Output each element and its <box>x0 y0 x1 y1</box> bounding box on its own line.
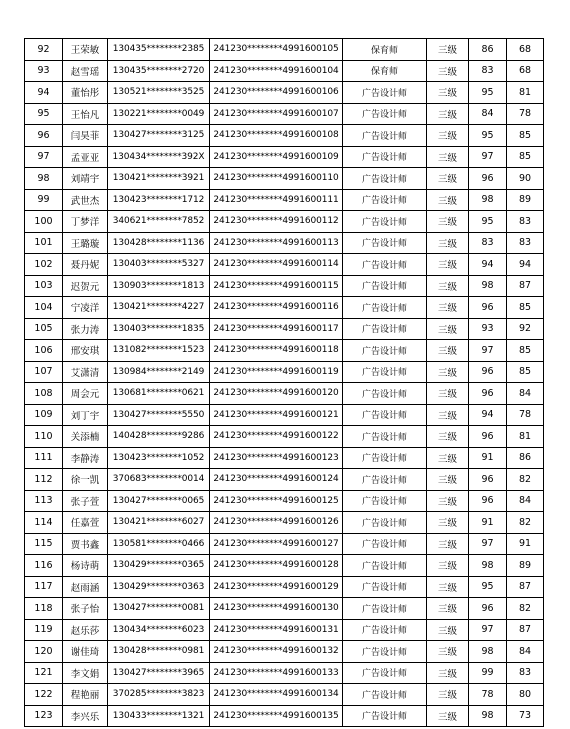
theory-score-cell: 91 <box>469 512 507 534</box>
theory-score-cell: 86 <box>469 39 507 61</box>
name-cell: 周会元 <box>63 383 108 405</box>
theory-score-cell: 98 <box>469 641 507 663</box>
id-number-cell: 130421********4227 <box>108 297 210 319</box>
row-number-cell: 121 <box>25 662 63 684</box>
level-cell: 三级 <box>427 555 469 577</box>
row-number-cell: 98 <box>25 168 63 190</box>
practical-score-cell: 81 <box>507 426 544 448</box>
name-cell: 杨诗萌 <box>63 555 108 577</box>
table-row <box>25 211 544 233</box>
occupation-cell: 广告设计师 <box>343 297 427 319</box>
practical-score-cell: 78 <box>507 103 544 125</box>
name-cell: 谢佳琦 <box>63 641 108 663</box>
id-number-cell: 130428********0981 <box>108 641 210 663</box>
certificate-number-cell: 241230********4991600108 <box>210 125 343 147</box>
name-cell: 艾潇清 <box>63 361 108 383</box>
theory-score-cell: 83 <box>469 232 507 254</box>
level-cell: 三级 <box>427 340 469 362</box>
level-cell: 三级 <box>427 189 469 211</box>
certificate-number-cell: 241230********4991600135 <box>210 705 343 727</box>
level-cell: 三级 <box>427 662 469 684</box>
table-row <box>25 598 544 620</box>
table-row <box>25 555 544 577</box>
table-row <box>25 103 544 125</box>
theory-score-cell: 97 <box>469 619 507 641</box>
level-cell: 三级 <box>427 490 469 512</box>
level-cell: 三级 <box>427 60 469 82</box>
occupation-cell: 保育师 <box>343 60 427 82</box>
theory-score-cell: 98 <box>469 275 507 297</box>
id-number-cell: 130435********2720 <box>108 60 210 82</box>
row-number-cell: 122 <box>25 684 63 706</box>
id-number-cell: 130984********2149 <box>108 361 210 383</box>
occupation-cell: 广告设计师 <box>343 598 427 620</box>
occupation-cell: 广告设计师 <box>343 254 427 276</box>
level-cell: 三级 <box>427 232 469 254</box>
row-number-cell: 94 <box>25 82 63 104</box>
occupation-cell: 广告设计师 <box>343 404 427 426</box>
id-number-cell: 131082********1523 <box>108 340 210 362</box>
id-number-cell: 130427********3125 <box>108 125 210 147</box>
certificate-number-cell: 241230********4991600114 <box>210 254 343 276</box>
theory-score-cell: 96 <box>469 168 507 190</box>
table-row <box>25 576 544 598</box>
row-number-cell: 123 <box>25 705 63 727</box>
occupation-cell: 广告设计师 <box>343 232 427 254</box>
table-row <box>25 82 544 104</box>
practical-score-cell: 85 <box>507 146 544 168</box>
level-cell: 三级 <box>427 275 469 297</box>
level-cell: 三级 <box>427 619 469 641</box>
occupation-cell: 广告设计师 <box>343 576 427 598</box>
practical-score-cell: 73 <box>507 705 544 727</box>
table-row <box>25 189 544 211</box>
level-cell: 三级 <box>427 426 469 448</box>
certificate-number-cell: 241230********4991600117 <box>210 318 343 340</box>
row-number-cell: 114 <box>25 512 63 534</box>
practical-score-cell: 81 <box>507 82 544 104</box>
row-number-cell: 97 <box>25 146 63 168</box>
theory-score-cell: 94 <box>469 254 507 276</box>
level-cell: 三级 <box>427 103 469 125</box>
table-row <box>25 619 544 641</box>
occupation-cell: 广告设计师 <box>343 490 427 512</box>
certificate-number-cell: 241230********4991600115 <box>210 275 343 297</box>
level-cell: 三级 <box>427 684 469 706</box>
level-cell: 三级 <box>427 512 469 534</box>
theory-score-cell: 96 <box>469 297 507 319</box>
occupation-cell: 广告设计师 <box>343 447 427 469</box>
level-cell: 三级 <box>427 39 469 61</box>
id-number-cell: 130429********0363 <box>108 576 210 598</box>
id-number-cell: 130427********0065 <box>108 490 210 512</box>
occupation-cell: 广告设计师 <box>343 82 427 104</box>
id-number-cell: 130427********0081 <box>108 598 210 620</box>
table-row <box>25 39 544 61</box>
practical-score-cell: 90 <box>507 168 544 190</box>
name-cell: 迟贺元 <box>63 275 108 297</box>
row-number-cell: 100 <box>25 211 63 233</box>
occupation-cell: 广告设计师 <box>343 469 427 491</box>
level-cell: 三级 <box>427 254 469 276</box>
certificate-number-cell: 241230********4991600131 <box>210 619 343 641</box>
name-cell: 任嘉萱 <box>63 512 108 534</box>
occupation-cell: 广告设计师 <box>343 146 427 168</box>
practical-score-cell: 94 <box>507 254 544 276</box>
level-cell: 三级 <box>427 598 469 620</box>
table-row <box>25 705 544 727</box>
id-number-cell: 340621********7852 <box>108 211 210 233</box>
id-number-cell: 130221********0049 <box>108 103 210 125</box>
certificate-number-cell: 241230********4991600127 <box>210 533 343 555</box>
id-number-cell: 130423********1052 <box>108 447 210 469</box>
level-cell: 三级 <box>427 211 469 233</box>
occupation-cell: 广告设计师 <box>343 662 427 684</box>
practical-score-cell: 87 <box>507 619 544 641</box>
level-cell: 三级 <box>427 404 469 426</box>
practical-score-cell: 82 <box>507 512 544 534</box>
theory-score-cell: 96 <box>469 383 507 405</box>
level-cell: 三级 <box>427 533 469 555</box>
practical-score-cell: 78 <box>507 404 544 426</box>
theory-score-cell: 98 <box>469 705 507 727</box>
occupation-cell: 广告设计师 <box>343 684 427 706</box>
id-number-cell: 130427********5550 <box>108 404 210 426</box>
id-number-cell: 130434********6023 <box>108 619 210 641</box>
theory-score-cell: 84 <box>469 103 507 125</box>
level-cell: 三级 <box>427 641 469 663</box>
row-number-cell: 109 <box>25 404 63 426</box>
occupation-cell: 广告设计师 <box>343 426 427 448</box>
row-number-cell: 96 <box>25 125 63 147</box>
occupation-cell: 广告设计师 <box>343 619 427 641</box>
row-number-cell: 106 <box>25 340 63 362</box>
level-cell: 三级 <box>427 125 469 147</box>
row-number-cell: 108 <box>25 383 63 405</box>
table-row <box>25 512 544 534</box>
level-cell: 三级 <box>427 469 469 491</box>
practical-score-cell: 85 <box>507 297 544 319</box>
certificate-number-cell: 241230********4991600113 <box>210 232 343 254</box>
theory-score-cell: 95 <box>469 576 507 598</box>
certificate-number-cell: 241230********4991600109 <box>210 146 343 168</box>
row-number-cell: 115 <box>25 533 63 555</box>
practical-score-cell: 91 <box>507 533 544 555</box>
table-row <box>25 361 544 383</box>
row-number-cell: 92 <box>25 39 63 61</box>
certificate-number-cell: 241230********4991600126 <box>210 512 343 534</box>
certificate-number-cell: 241230********4991600128 <box>210 555 343 577</box>
practical-score-cell: 87 <box>507 275 544 297</box>
id-number-cell: 130421********3921 <box>108 168 210 190</box>
practical-score-cell: 85 <box>507 361 544 383</box>
table-row <box>25 318 544 340</box>
practical-score-cell: 83 <box>507 662 544 684</box>
row-number-cell: 103 <box>25 275 63 297</box>
certificate-number-cell: 241230********4991600133 <box>210 662 343 684</box>
occupation-cell: 广告设计师 <box>343 555 427 577</box>
row-number-cell: 111 <box>25 447 63 469</box>
practical-score-cell: 87 <box>507 576 544 598</box>
id-number-cell: 130421********6027 <box>108 512 210 534</box>
table-row <box>25 641 544 663</box>
certificate-number-cell: 241230********4991600106 <box>210 82 343 104</box>
table-row <box>25 383 544 405</box>
id-number-cell: 130435********2385 <box>108 39 210 61</box>
row-number-cell: 105 <box>25 318 63 340</box>
table-row <box>25 60 544 82</box>
occupation-cell: 广告设计师 <box>343 189 427 211</box>
practical-score-cell: 89 <box>507 555 544 577</box>
name-cell: 王荣敏 <box>63 39 108 61</box>
certificate-number-cell: 241230********4991600130 <box>210 598 343 620</box>
theory-score-cell: 96 <box>469 426 507 448</box>
occupation-cell: 广告设计师 <box>343 383 427 405</box>
theory-score-cell: 96 <box>469 598 507 620</box>
practical-score-cell: 83 <box>507 211 544 233</box>
theory-score-cell: 98 <box>469 555 507 577</box>
name-cell: 李静涛 <box>63 447 108 469</box>
practical-score-cell: 86 <box>507 447 544 469</box>
occupation-cell: 广告设计师 <box>343 318 427 340</box>
row-number-cell: 102 <box>25 254 63 276</box>
occupation-cell: 广告设计师 <box>343 533 427 555</box>
level-cell: 三级 <box>427 318 469 340</box>
theory-score-cell: 78 <box>469 684 507 706</box>
level-cell: 三级 <box>427 361 469 383</box>
occupation-cell: 广告设计师 <box>343 211 427 233</box>
theory-score-cell: 97 <box>469 533 507 555</box>
name-cell: 李文娟 <box>63 662 108 684</box>
name-cell: 宁凌洋 <box>63 297 108 319</box>
row-number-cell: 119 <box>25 619 63 641</box>
level-cell: 三级 <box>427 297 469 319</box>
name-cell: 闫昊菲 <box>63 125 108 147</box>
occupation-cell: 广告设计师 <box>343 103 427 125</box>
table-row <box>25 684 544 706</box>
certificate-number-cell: 241230********4991600111 <box>210 189 343 211</box>
occupation-cell: 广告设计师 <box>343 705 427 727</box>
table-row <box>25 232 544 254</box>
id-number-cell: 130403********5327 <box>108 254 210 276</box>
certificate-number-cell: 241230********4991600122 <box>210 426 343 448</box>
certificate-number-cell: 241230********4991600123 <box>210 447 343 469</box>
id-number-cell: 130433********1321 <box>108 705 210 727</box>
table-row <box>25 297 544 319</box>
name-cell: 徐一凯 <box>63 469 108 491</box>
theory-score-cell: 83 <box>469 60 507 82</box>
name-cell: 王怡凡 <box>63 103 108 125</box>
name-cell: 董怡彤 <box>63 82 108 104</box>
occupation-cell: 保育师 <box>343 39 427 61</box>
table-row <box>25 125 544 147</box>
occupation-cell: 广告设计师 <box>343 340 427 362</box>
level-cell: 三级 <box>427 82 469 104</box>
row-number-cell: 95 <box>25 103 63 125</box>
occupation-cell: 广告设计师 <box>343 275 427 297</box>
name-cell: 程艳丽 <box>63 684 108 706</box>
certificate-number-cell: 241230********4991600132 <box>210 641 343 663</box>
theory-score-cell: 95 <box>469 82 507 104</box>
level-cell: 三级 <box>427 146 469 168</box>
name-cell: 贾书鑫 <box>63 533 108 555</box>
practical-score-cell: 68 <box>507 39 544 61</box>
table-row <box>25 275 544 297</box>
name-cell: 张力涛 <box>63 318 108 340</box>
id-number-cell: 130434********392X <box>108 146 210 168</box>
name-cell: 孟亚亚 <box>63 146 108 168</box>
certificate-number-cell: 241230********4991600134 <box>210 684 343 706</box>
id-number-cell: 130521********3525 <box>108 82 210 104</box>
name-cell: 刘靖宇 <box>63 168 108 190</box>
level-cell: 三级 <box>427 383 469 405</box>
theory-score-cell: 96 <box>469 490 507 512</box>
row-number-cell: 113 <box>25 490 63 512</box>
table-row <box>25 490 544 512</box>
level-cell: 三级 <box>427 576 469 598</box>
theory-score-cell: 96 <box>469 469 507 491</box>
name-cell: 赵乐莎 <box>63 619 108 641</box>
practical-score-cell: 82 <box>507 469 544 491</box>
name-cell: 邢安琪 <box>63 340 108 362</box>
row-number-cell: 93 <box>25 60 63 82</box>
row-number-cell: 117 <box>25 576 63 598</box>
row-number-cell: 104 <box>25 297 63 319</box>
certificate-number-cell: 241230********4991600105 <box>210 39 343 61</box>
name-cell: 张子怡 <box>63 598 108 620</box>
table-row <box>25 404 544 426</box>
certificate-number-cell: 241230********4991600124 <box>210 469 343 491</box>
id-number-cell: 130681********0621 <box>108 383 210 405</box>
certificate-number-cell: 241230********4991600110 <box>210 168 343 190</box>
theory-score-cell: 94 <box>469 404 507 426</box>
results-table <box>24 38 544 727</box>
table-row <box>25 662 544 684</box>
occupation-cell: 广告设计师 <box>343 125 427 147</box>
certificate-number-cell: 241230********4991600119 <box>210 361 343 383</box>
table-row <box>25 168 544 190</box>
practical-score-cell: 89 <box>507 189 544 211</box>
practical-score-cell: 83 <box>507 232 544 254</box>
certificate-number-cell: 241230********4991600125 <box>210 490 343 512</box>
practical-score-cell: 85 <box>507 340 544 362</box>
id-number-cell: 370285********3823 <box>108 684 210 706</box>
theory-score-cell: 98 <box>469 189 507 211</box>
name-cell: 刘丁宇 <box>63 404 108 426</box>
id-number-cell: 130427********3965 <box>108 662 210 684</box>
practical-score-cell: 85 <box>507 125 544 147</box>
row-number-cell: 118 <box>25 598 63 620</box>
id-number-cell: 370683********0014 <box>108 469 210 491</box>
level-cell: 三级 <box>427 168 469 190</box>
level-cell: 三级 <box>427 447 469 469</box>
practical-score-cell: 82 <box>507 598 544 620</box>
certificate-number-cell: 241230********4991600116 <box>210 297 343 319</box>
name-cell: 张子萱 <box>63 490 108 512</box>
practical-score-cell: 68 <box>507 60 544 82</box>
theory-score-cell: 97 <box>469 146 507 168</box>
table-row <box>25 469 544 491</box>
occupation-cell: 广告设计师 <box>343 512 427 534</box>
theory-score-cell: 99 <box>469 662 507 684</box>
certificate-number-cell: 241230********4991600104 <box>210 60 343 82</box>
row-number-cell: 99 <box>25 189 63 211</box>
theory-score-cell: 97 <box>469 340 507 362</box>
practical-score-cell: 80 <box>507 684 544 706</box>
row-number-cell: 101 <box>25 232 63 254</box>
certificate-number-cell: 241230********4991600121 <box>210 404 343 426</box>
practical-score-cell: 84 <box>507 383 544 405</box>
occupation-cell: 广告设计师 <box>343 168 427 190</box>
certificate-number-cell: 241230********4991600118 <box>210 340 343 362</box>
row-number-cell: 107 <box>25 361 63 383</box>
id-number-cell: 130428********1136 <box>108 232 210 254</box>
id-number-cell: 130903********1813 <box>108 275 210 297</box>
table-row <box>25 146 544 168</box>
name-cell: 李兴乐 <box>63 705 108 727</box>
name-cell: 王璐璇 <box>63 232 108 254</box>
table-row <box>25 254 544 276</box>
certificate-number-cell: 241230********4991600120 <box>210 383 343 405</box>
name-cell: 武世杰 <box>63 189 108 211</box>
occupation-cell: 广告设计师 <box>343 641 427 663</box>
theory-score-cell: 93 <box>469 318 507 340</box>
id-number-cell: 130581********0466 <box>108 533 210 555</box>
occupation-cell: 广告设计师 <box>343 361 427 383</box>
name-cell: 丁梦洋 <box>63 211 108 233</box>
practical-score-cell: 84 <box>507 490 544 512</box>
certificate-number-cell: 241230********4991600129 <box>210 576 343 598</box>
id-number-cell: 130423********1712 <box>108 189 210 211</box>
table-row <box>25 447 544 469</box>
row-number-cell: 110 <box>25 426 63 448</box>
id-number-cell: 140428********9286 <box>108 426 210 448</box>
id-number-cell: 130403********1835 <box>108 318 210 340</box>
theory-score-cell: 95 <box>469 125 507 147</box>
name-cell: 聂丹妮 <box>63 254 108 276</box>
name-cell: 赵雪瑶 <box>63 60 108 82</box>
table-row <box>25 533 544 555</box>
level-cell: 三级 <box>427 705 469 727</box>
table-row <box>25 340 544 362</box>
name-cell: 赵雨涵 <box>63 576 108 598</box>
theory-score-cell: 96 <box>469 361 507 383</box>
row-number-cell: 120 <box>25 641 63 663</box>
practical-score-cell: 84 <box>507 641 544 663</box>
id-number-cell: 130429********0365 <box>108 555 210 577</box>
theory-score-cell: 95 <box>469 211 507 233</box>
certificate-number-cell: 241230********4991600107 <box>210 103 343 125</box>
practical-score-cell: 92 <box>507 318 544 340</box>
certificate-number-cell: 241230********4991600112 <box>210 211 343 233</box>
table-body <box>25 39 544 727</box>
name-cell: 关添楠 <box>63 426 108 448</box>
table-row <box>25 426 544 448</box>
row-number-cell: 112 <box>25 469 63 491</box>
theory-score-cell: 91 <box>469 447 507 469</box>
row-number-cell: 116 <box>25 555 63 577</box>
